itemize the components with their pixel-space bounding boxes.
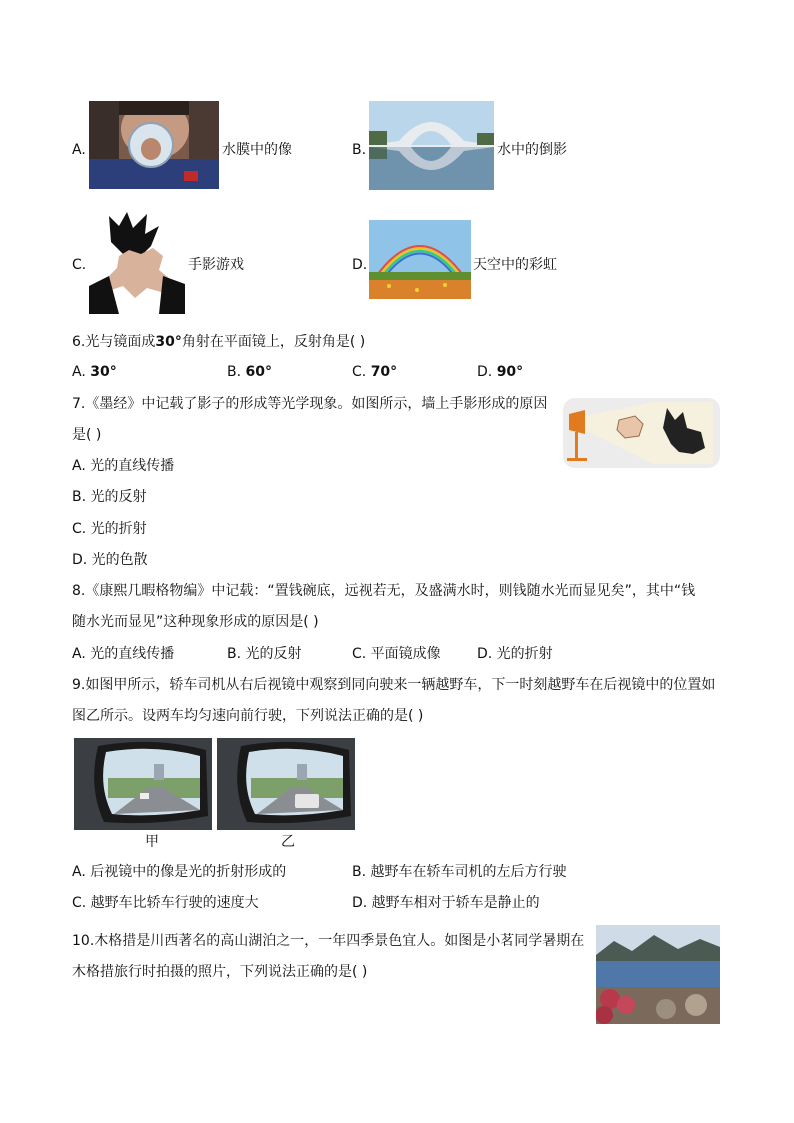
q5-option-b-caption: 水中的倒影 bbox=[497, 142, 567, 158]
q8-option-b: B. 光的反射 bbox=[227, 646, 302, 662]
q7-stem-line1: 7.《墨经》中记载了影子的形成等光学现象。如图所示，墙上手影形成的原因 bbox=[72, 396, 548, 412]
mirror-photo-yi bbox=[217, 738, 355, 830]
q6-stem-part2: 角射在平面镜上，反射角是( ) bbox=[181, 334, 366, 350]
q6-stem bbox=[72, 333, 365, 351]
q5-option-d-letter: D. bbox=[352, 257, 368, 273]
q6-stem-degree: 30° bbox=[155, 334, 182, 350]
q9-stem-line1: 9.如图甲所示，轿车司机从右后视镜中观察到同向驶来一辆越野车，下一时刻越野车在后视镜中的位置如 bbox=[72, 677, 716, 693]
q6-stem-part1: 6.光与镜面成 bbox=[72, 334, 156, 350]
q5-option-a-letter: A. bbox=[72, 142, 86, 158]
water-film-photo bbox=[89, 101, 219, 189]
q10-stem-line2: 木格措旅行时拍摄的照片，下列说法正确的是( ) bbox=[72, 964, 368, 980]
q7-option-b: B. 光的反射 bbox=[72, 489, 147, 505]
q9-figure-label-yi: 乙 bbox=[281, 834, 295, 850]
q8-option-a: A. 光的直线传播 bbox=[72, 646, 175, 662]
q6-option-c: C. 70° bbox=[352, 364, 398, 380]
q5-option-c-caption: 手影游戏 bbox=[188, 257, 244, 273]
q9-figure-label-jia: 甲 bbox=[145, 834, 159, 850]
q8-stem-line1: 8.《康熙几暇格物编》中记载：“置钱碗底，远视若无，及盛满水时，则钱随水光而显见矣”，其中“钱 bbox=[72, 583, 696, 599]
q8-stem-line2: 随水光而显见”这种现象形成的原因是( ) bbox=[72, 614, 319, 630]
q9-stem-line2: 图乙所示。设两车均匀速向前行驶，下列说法正确的是( ) bbox=[72, 708, 424, 724]
mirror-photo-jia bbox=[74, 738, 212, 830]
q5-option-a-caption: 水膜中的像 bbox=[222, 142, 292, 158]
hand-shadow-lamp-figure bbox=[563, 398, 720, 468]
q6-option-d: D. 90° bbox=[477, 364, 524, 380]
q7-option-c: C. 光的折射 bbox=[72, 521, 147, 537]
lake-photo bbox=[596, 925, 720, 1024]
rainbow-photo bbox=[369, 220, 471, 299]
q7-option-a: A. 光的直线传播 bbox=[72, 458, 175, 474]
q6-option-a: A. 30° bbox=[72, 364, 117, 380]
q5-option-c-letter: C. bbox=[72, 257, 87, 273]
bridge-reflection-photo bbox=[369, 101, 494, 190]
q9-option-c: C. 越野车比轿车行驶的速度大 bbox=[72, 895, 259, 911]
q5-option-b-letter: B. bbox=[352, 142, 367, 158]
q7-stem-line2: 是( ) bbox=[72, 427, 102, 443]
q9-option-a: A. 后视镜中的像是光的折射形成的 bbox=[72, 864, 287, 880]
q9-option-d: D. 越野车相对于轿车是静止的 bbox=[352, 895, 540, 911]
hand-shadow-photo bbox=[89, 206, 185, 314]
q10-stem-line1: 10.木格措是川西著名的高山湖泊之一，一年四季景色宜人。如图是小茗同学暑期在 bbox=[72, 933, 585, 949]
q7-option-d: D. 光的色散 bbox=[72, 552, 148, 568]
q8-option-d: D. 光的折射 bbox=[477, 646, 553, 662]
q9-option-b: B. 越野车在轿车司机的左后方行驶 bbox=[352, 864, 567, 880]
q6-option-b: B. 60° bbox=[227, 364, 272, 380]
q8-option-c: C. 平面镜成像 bbox=[352, 646, 441, 662]
q5-option-d-caption: 天空中的彩虹 bbox=[473, 257, 557, 273]
